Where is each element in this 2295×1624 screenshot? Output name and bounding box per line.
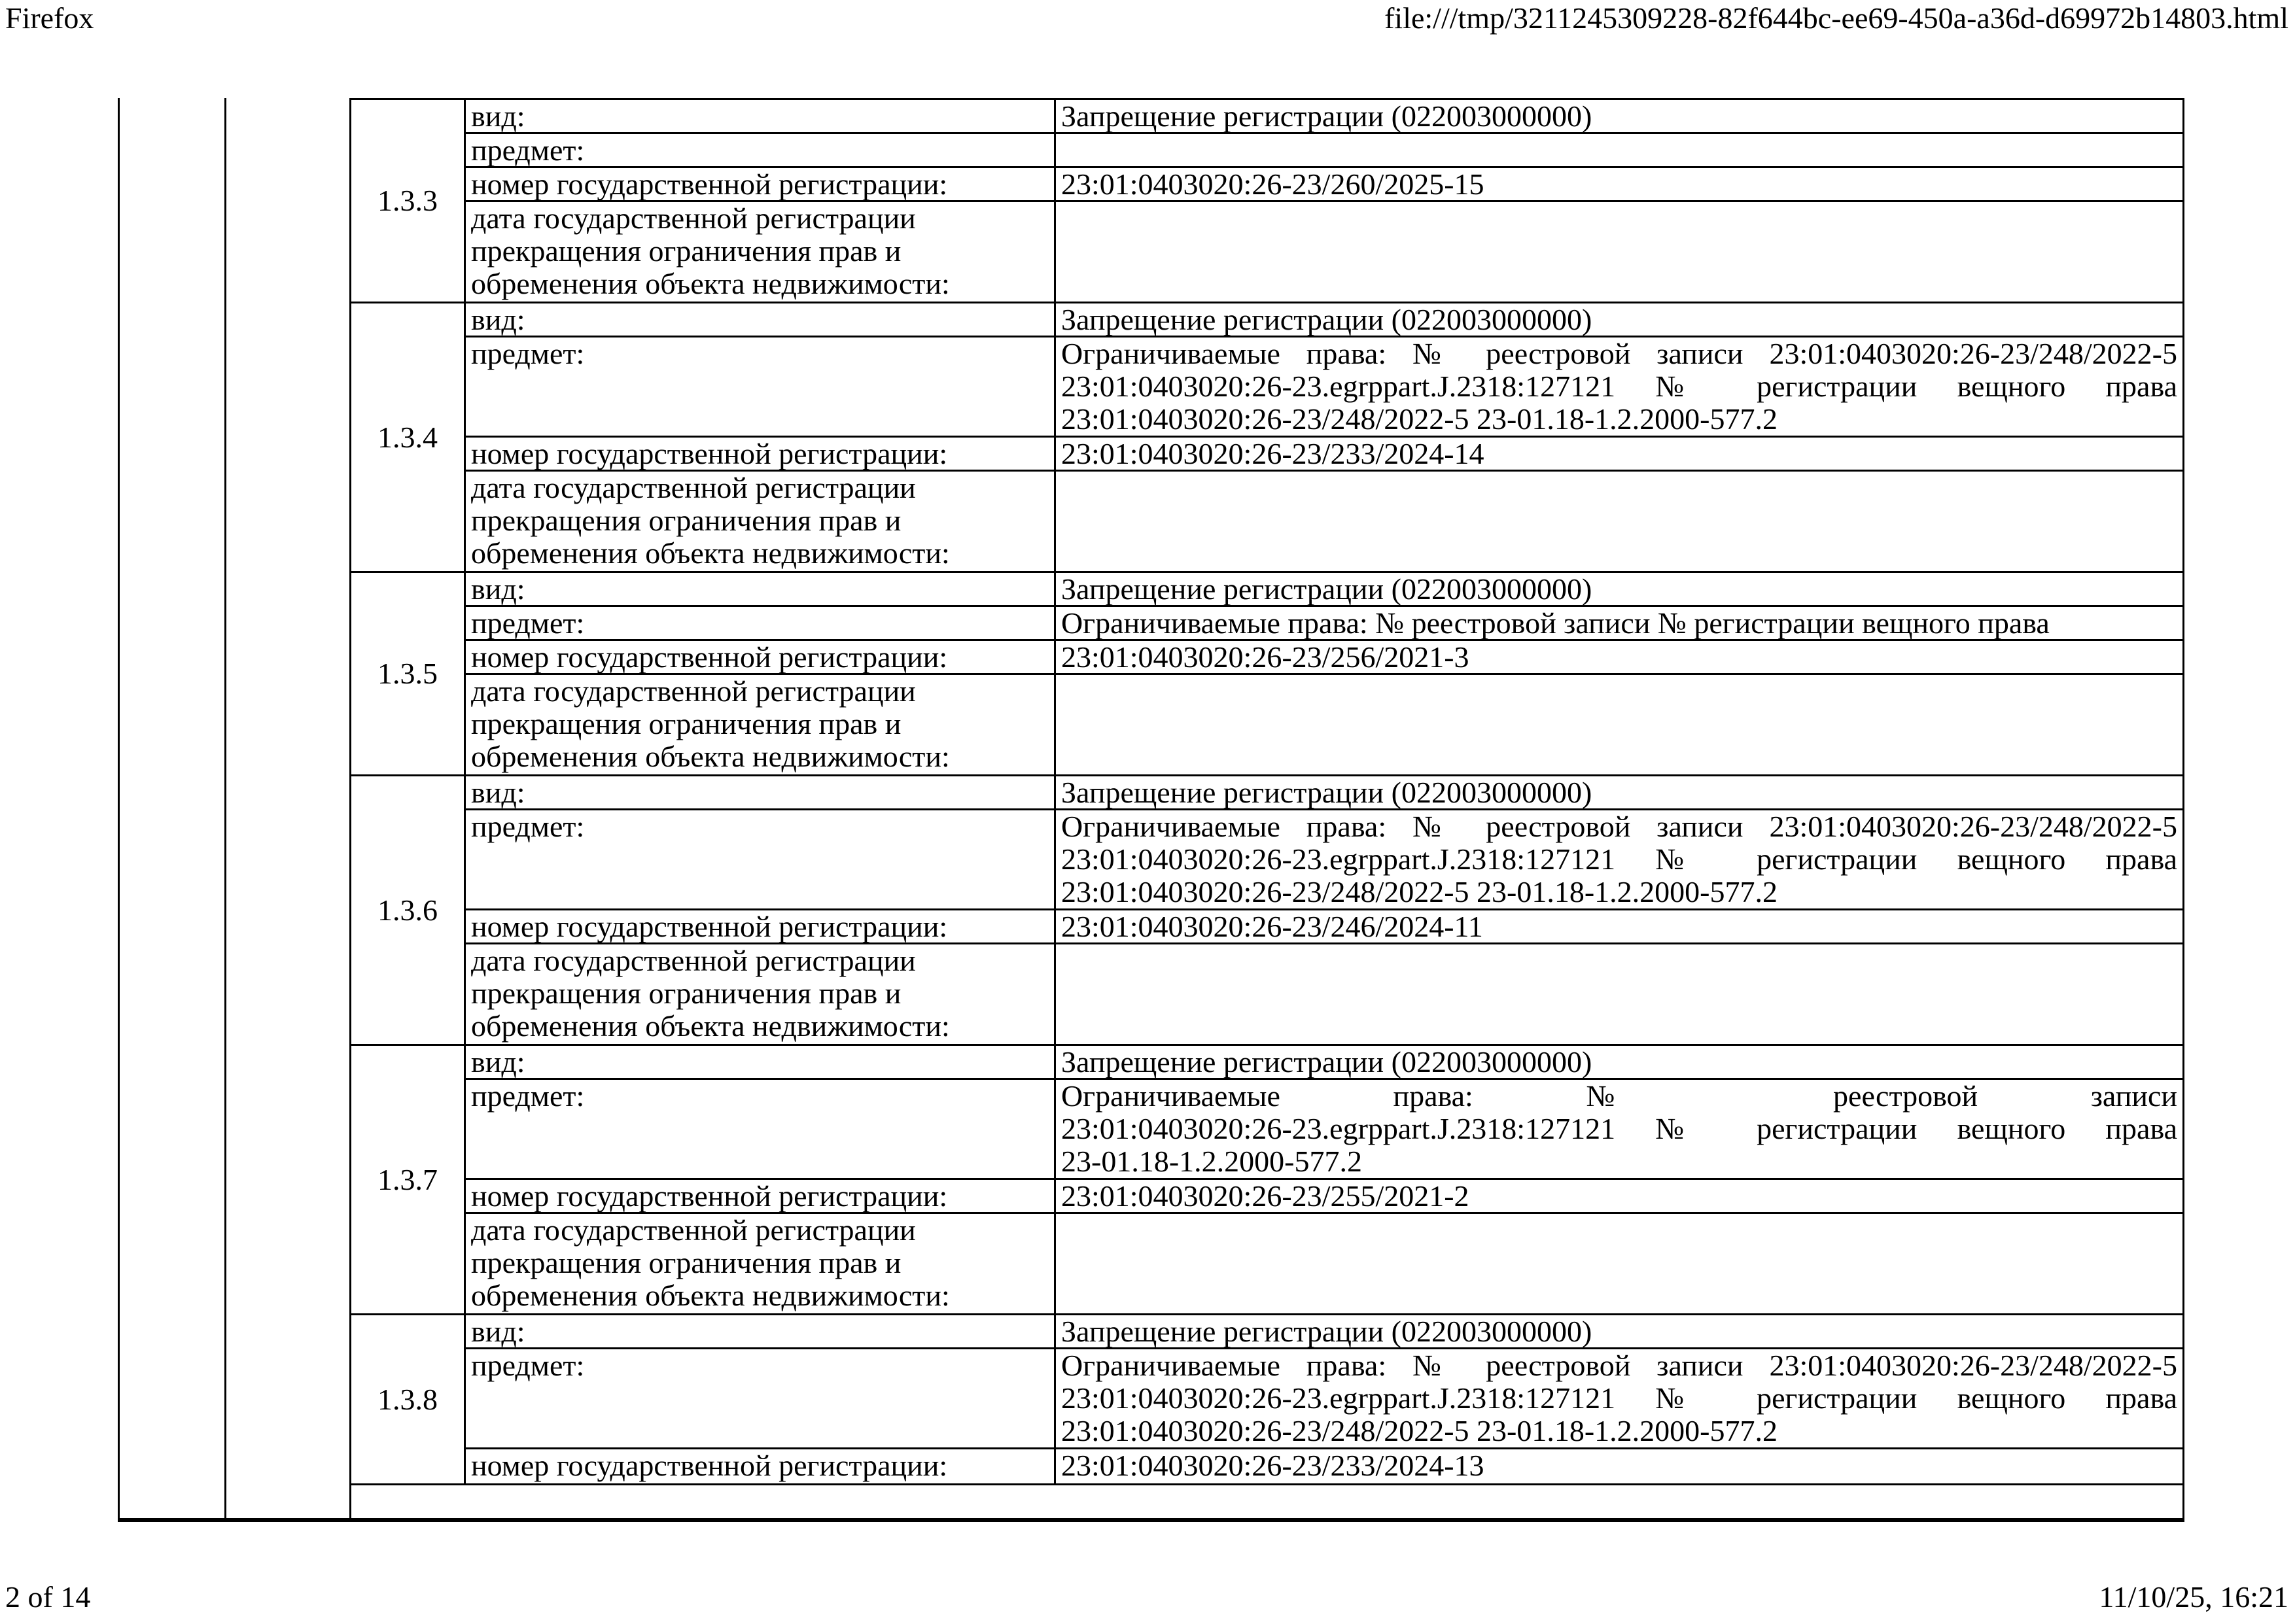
table-row <box>466 641 2182 675</box>
row-value <box>1056 472 2182 571</box>
row-label: вид: <box>466 1046 1056 1078</box>
group-number: 1.3.6 <box>351 776 466 1044</box>
value-line: 23:01:0403020:26-23.egrppart.J.2318:127121 № регистрации вещного права <box>1061 370 2177 403</box>
value-line: 23:01:0403020:26-23/248/2022-5 23-01.18-1.2.2000-577.2 <box>1061 1414 1778 1447</box>
print-footer <box>5 1580 2288 1614</box>
table-row <box>466 202 2182 302</box>
page-indicator: 2 of 14 <box>5 1580 91 1614</box>
group-number: 1.3.3 <box>351 100 466 302</box>
row-label: предмет: <box>466 1349 1056 1447</box>
registration-group <box>351 776 2182 1046</box>
value-line: 23:01:0403020:26-23.egrppart.J.2318:127121 № регистрации вещного права <box>1061 1112 2177 1145</box>
row-label: предмет: <box>466 607 1056 639</box>
table-row <box>466 100 2182 134</box>
row-value: 23:01:0403020:26-23/256/2021-3 <box>1061 640 1469 674</box>
row-value: 23:01:0403020:26-23/260/2025-15 <box>1061 167 1484 201</box>
value-line: 23:01:0403020:26-23.egrppart.J.2318:127121 № регистрации вещного права <box>1061 842 2177 876</box>
print-header <box>5 1 2288 35</box>
value-line: 23:01:0403020:26-23/248/2022-5 23-01.18-1.2.2000-577.2 <box>1061 402 1778 436</box>
row-label: вид: <box>466 1315 1056 1347</box>
browser-app-name: Firefox <box>5 1 94 35</box>
row-value: 23:01:0403020:26-23/246/2024-11 <box>1061 910 1483 943</box>
table-row <box>466 776 2182 810</box>
row-label: номер государственной регистрации: <box>466 438 1056 470</box>
row-value: Запрещение регистрации (022003000000) <box>1061 776 1592 809</box>
row-value <box>1056 1349 2182 1447</box>
row-value <box>1056 134 2182 166</box>
group-number: 1.3.7 <box>351 1046 466 1313</box>
row-value: 23:01:0403020:26-23/233/2024-13 <box>1061 1449 1484 1482</box>
group-rows <box>466 1046 2182 1313</box>
table-content <box>351 98 2184 1518</box>
row-value: Запрещение регистрации (022003000000) <box>1061 99 1592 133</box>
table-row <box>466 1080 2182 1180</box>
table-row <box>466 675 2182 774</box>
registration-restrictions-table <box>118 98 2184 1522</box>
value-line: Ограничиваемые права: № реестровой записи <box>1061 1079 2177 1113</box>
row-value: Запрещение регистрации (022003000000) <box>1061 1045 1592 1079</box>
group-rows <box>466 776 2182 1044</box>
registration-group <box>351 100 2182 303</box>
table-row <box>466 810 2182 910</box>
left-margin-column-1 <box>120 98 226 1518</box>
group-rows <box>466 573 2182 774</box>
group-rows <box>466 303 2182 571</box>
value-line: Ограничиваемые права: № реестровой записи 23:01:0403020:26-23/248/2022-5 <box>1061 810 2177 843</box>
value-line: 23-01.18-1.2.2000-577.2 <box>1061 1145 1362 1178</box>
table-row <box>466 1180 2182 1214</box>
row-label: предмет: <box>466 337 1056 436</box>
row-label: вид: <box>466 776 1056 808</box>
table-row <box>466 1214 2182 1313</box>
row-value <box>1056 202 2182 302</box>
empty-row-fragment <box>351 1485 2182 1518</box>
row-label: номер государственной регистрации: <box>466 168 1056 200</box>
row-value <box>1056 337 2182 436</box>
row-value: Запрещение регистрации (022003000000) <box>1061 572 1592 606</box>
row-label: номер государственной регистрации: <box>466 1180 1056 1212</box>
row-label: номер государственной регистрации: <box>466 910 1056 942</box>
row-value: 23:01:0403020:26-23/233/2024-14 <box>1061 437 1484 470</box>
row-value: Запрещение регистрации (022003000000) <box>1061 1315 1592 1348</box>
row-value: Ограничиваемые права: № реестровой записи № регистрации вещного права <box>1061 606 2050 640</box>
left-margin-column-2 <box>226 98 351 1518</box>
row-label: номер государственной регистрации: <box>466 1449 1056 1483</box>
row-value <box>1056 1080 2182 1178</box>
row-value <box>1056 1214 2182 1313</box>
row-value <box>1056 944 2182 1044</box>
group-rows <box>466 1315 2182 1483</box>
table-row <box>466 472 2182 571</box>
group-number: 1.3.4 <box>351 303 466 571</box>
value-line: 23:01:0403020:26-23/248/2022-5 23-01.18-1.2.2000-577.2 <box>1061 875 1778 908</box>
table-row <box>466 337 2182 438</box>
table-row <box>466 438 2182 472</box>
document-url: file:///tmp/3211245309228-82f644bc-ee69-450a-a36d-d69972b14803.html <box>1384 1 2288 35</box>
group-rows <box>466 100 2182 302</box>
table-row <box>466 573 2182 607</box>
row-label: предмет: <box>466 134 1056 166</box>
row-label: вид: <box>466 100 1056 132</box>
table-row <box>466 134 2182 168</box>
row-label: номер государственной регистрации: <box>466 641 1056 673</box>
table-row <box>466 1046 2182 1080</box>
row-label: дата государственной регистрации прекращения ограничения прав и обременения объекта недвижимости: <box>466 944 1056 1044</box>
value-line: Ограничиваемые права: № реестровой записи 23:01:0403020:26-23/248/2022-5 <box>1061 1349 2177 1382</box>
table-row <box>466 1349 2182 1449</box>
print-timestamp: 11/10/25, 16:21 <box>2099 1580 2288 1614</box>
row-value: 23:01:0403020:26-23/255/2021-2 <box>1061 1179 1469 1213</box>
row-value: Запрещение регистрации (022003000000) <box>1061 303 1592 336</box>
value-line: Ограничиваемые права: № реестровой записи 23:01:0403020:26-23/248/2022-5 <box>1061 337 2177 370</box>
row-label: вид: <box>466 303 1056 336</box>
registration-group <box>351 1046 2182 1315</box>
row-label: предмет: <box>466 1080 1056 1178</box>
group-number: 1.3.5 <box>351 573 466 774</box>
registration-group <box>351 303 2182 573</box>
row-value <box>1056 675 2182 774</box>
table-row <box>466 168 2182 202</box>
row-label: дата государственной регистрации прекращения ограничения прав и обременения объекта недвижимости: <box>466 675 1056 774</box>
table-row <box>466 607 2182 641</box>
row-value <box>1056 810 2182 908</box>
value-line: 23:01:0403020:26-23.egrppart.J.2318:127121 № регистрации вещного права <box>1061 1381 2177 1415</box>
row-label: предмет: <box>466 810 1056 908</box>
registration-group <box>351 1315 2182 1485</box>
table-row <box>466 303 2182 337</box>
registration-group <box>351 573 2182 776</box>
row-label: дата государственной регистрации прекращения ограничения прав и обременения объекта недвижимости: <box>466 1214 1056 1313</box>
table-row <box>466 1315 2182 1349</box>
table-row <box>466 910 2182 944</box>
row-label: дата государственной регистрации прекращения ограничения прав и обременения объекта недвижимости: <box>466 472 1056 571</box>
row-label: дата государственной регистрации прекращения ограничения прав и обременения объекта недвижимости: <box>466 202 1056 302</box>
table-row <box>466 944 2182 1044</box>
group-number: 1.3.8 <box>351 1315 466 1483</box>
table-row <box>466 1449 2182 1483</box>
row-label: вид: <box>466 573 1056 605</box>
